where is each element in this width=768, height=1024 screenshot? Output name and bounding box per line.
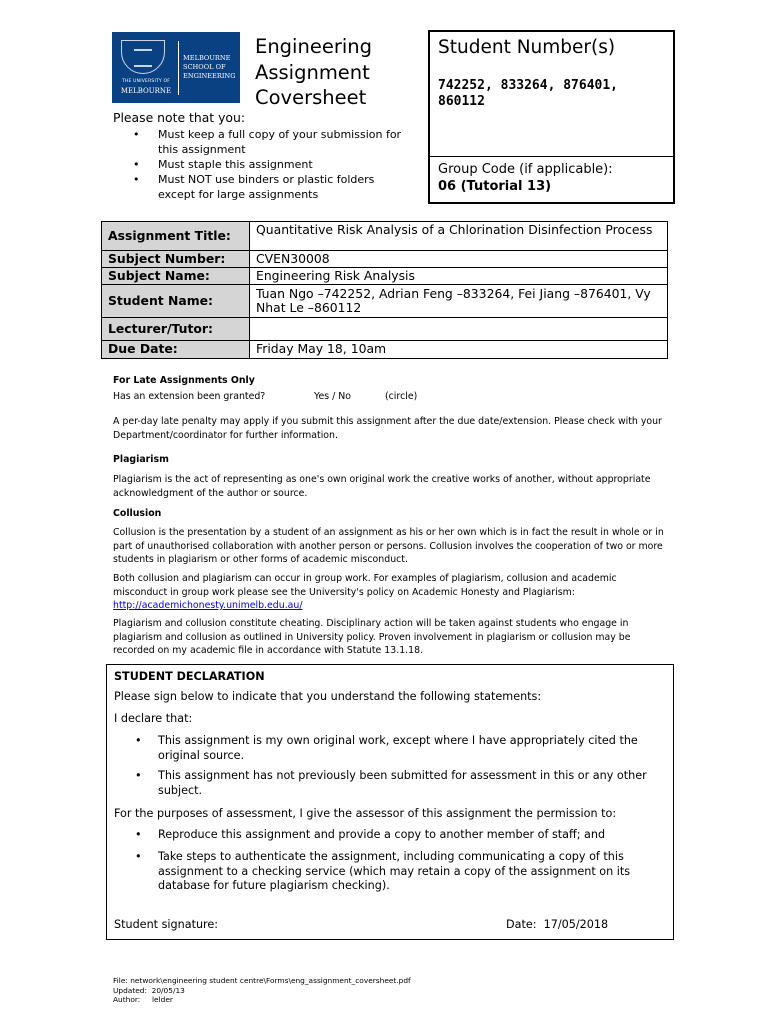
table-row xyxy=(102,341,668,359)
note-intro: Please note that you: xyxy=(113,110,246,125)
student-number-field[interactable]: 742252, 833264, 876401, 860112 xyxy=(438,78,619,109)
table-row xyxy=(102,251,668,268)
table-row xyxy=(102,222,668,251)
table-row xyxy=(102,268,668,285)
declaration-title: STUDENT DECLARATION xyxy=(114,670,265,683)
list-item: • Must staple this assignment xyxy=(113,157,413,172)
due-date-field[interactable]: Friday May 18, 10am xyxy=(250,341,668,359)
assignment-title-field[interactable]: Quantitative Risk Analysis of a Chlorination Disinfection Process xyxy=(250,222,668,251)
list-item: • Must keep a full copy of your submission for this assignment xyxy=(113,127,413,157)
logo-divider xyxy=(178,41,179,95)
extension-question: Has an extension been granted? xyxy=(113,391,266,402)
table-row xyxy=(102,318,668,341)
logo-melbourne: MELBOURNE xyxy=(120,87,172,95)
footer xyxy=(113,976,411,1005)
purposes-text: For the purposes of assessment, I give the assessor of this assignment the permission to: xyxy=(114,807,617,820)
list-item: • Must NOT use binders or plastic folders except for large assignments xyxy=(113,172,413,202)
table-row xyxy=(102,285,668,318)
crest-icon xyxy=(121,40,165,74)
footer-author: Author: lelder xyxy=(113,995,173,1004)
signature-date xyxy=(506,918,608,931)
date-field[interactable]: 17/05/2018 xyxy=(543,918,609,931)
late-penalty-text: A per-day late penalty may apply if you submit this assignment after the due date/extension. Please check with your Department/coordinator for further information. xyxy=(113,416,662,441)
subject-name-field[interactable]: Engineering Risk Analysis xyxy=(250,268,668,285)
footer-updated: Updated: 20/05/13 xyxy=(113,985,185,995)
page-title: Engineering Assignment Coversheet xyxy=(255,35,372,109)
logo-university-of: THE UNIVERSITY OF xyxy=(121,79,171,84)
academic-honesty-link[interactable]: http://academichonesty.unimelb.edu.au/ xyxy=(113,600,303,611)
declare-heading: I declare that: xyxy=(114,712,193,725)
plagiarism-text: Plagiarism is the act of representing as one's own original work the creative works of another, without appropriate acknowledgment of the author or source. xyxy=(113,474,651,499)
due-date-label: Due Date: xyxy=(102,341,250,359)
list-item: • This assignment is my own original work, except where I have appropriately cited the original source. xyxy=(158,734,663,763)
footer-file-path: File: network\engineering student centre\Forms\eng_assignment_coversheet.pdf xyxy=(113,976,411,985)
list-item: • Take steps to authenticate the assignment, including communicating a copy of this assignment to a checking service (which may retain a copy of the assignment on its database for future plagiarism checking). xyxy=(158,850,663,894)
group-code-field[interactable]: 06 (Tutorial 13) xyxy=(438,179,552,194)
extension-options[interactable]: Yes / No xyxy=(314,391,351,402)
student-number-box xyxy=(428,30,675,204)
declaration-intro: Please sign below to indicate that you understand the following statements: xyxy=(114,690,542,703)
university-logo xyxy=(112,32,240,103)
collusion-heading: Collusion xyxy=(113,508,162,519)
late-heading: For Late Assignments Only xyxy=(113,375,255,386)
assignment-title-label: Assignment Title: xyxy=(102,222,250,251)
note-list xyxy=(113,127,413,202)
group-work-body: Both collusion and plagiarism can occur in group work. For examples of plagiarism, collusion and academic misconduct in group work please see the University's policy on Academic Honesty and Plagiarism: xyxy=(113,573,617,598)
student-name-label: Student Name: xyxy=(102,285,250,318)
logo-school-name: MELBOURNE SCHOOL OF ENGINEERING xyxy=(183,54,236,80)
list-item: • Reproduce this assignment and provide a copy to another member of staff; and xyxy=(158,828,663,843)
date-label: Date: xyxy=(506,918,537,931)
group-work-text xyxy=(113,572,673,613)
list-item: • This assignment has not previously been submitted for assessment in this or any other subject. xyxy=(158,769,663,798)
collusion-text: Collusion is the presentation by a student of an assignment as his or her own which is in fact the result in whole or in part of unauthorised collaboration with another person or persons. Collusion involves the cooperation of two or more students in plagiarism or other forms of academic misconduct. xyxy=(113,527,664,565)
assignment-info-table xyxy=(101,221,668,359)
student-declaration-box xyxy=(106,664,674,940)
extension-row xyxy=(113,390,673,404)
plagiarism-heading: Plagiarism xyxy=(113,454,169,465)
subject-number-label: Subject Number: xyxy=(102,251,250,268)
divider xyxy=(430,156,673,157)
extension-circle-note: (circle) xyxy=(385,391,418,402)
group-code-label: Group Code (if applicable): xyxy=(438,162,613,177)
lecturer-tutor-label: Lecturer/Tutor: xyxy=(102,318,250,341)
student-name-field[interactable]: Tuan Ngo –742252, Adrian Feng –833264, Fei Jiang –876401, Vy Nhat Le –860112 xyxy=(250,285,668,318)
lecturer-tutor-field[interactable] xyxy=(250,318,668,341)
signature-label: Student signature: xyxy=(114,918,219,931)
cheating-text: Plagiarism and collusion constitute cheating. Disciplinary action will be taken against students who engage in plagiarism and collusion as outlined in University policy. Proven involvement in plagiarism or collusion may be recorded on my academic file in accordance with Statute 13.1.18. xyxy=(113,618,631,656)
subject-number-field[interactable]: CVEN30008 xyxy=(250,251,668,268)
student-number-title: Student Number(s) xyxy=(438,37,616,58)
subject-name-label: Subject Name: xyxy=(102,268,250,285)
